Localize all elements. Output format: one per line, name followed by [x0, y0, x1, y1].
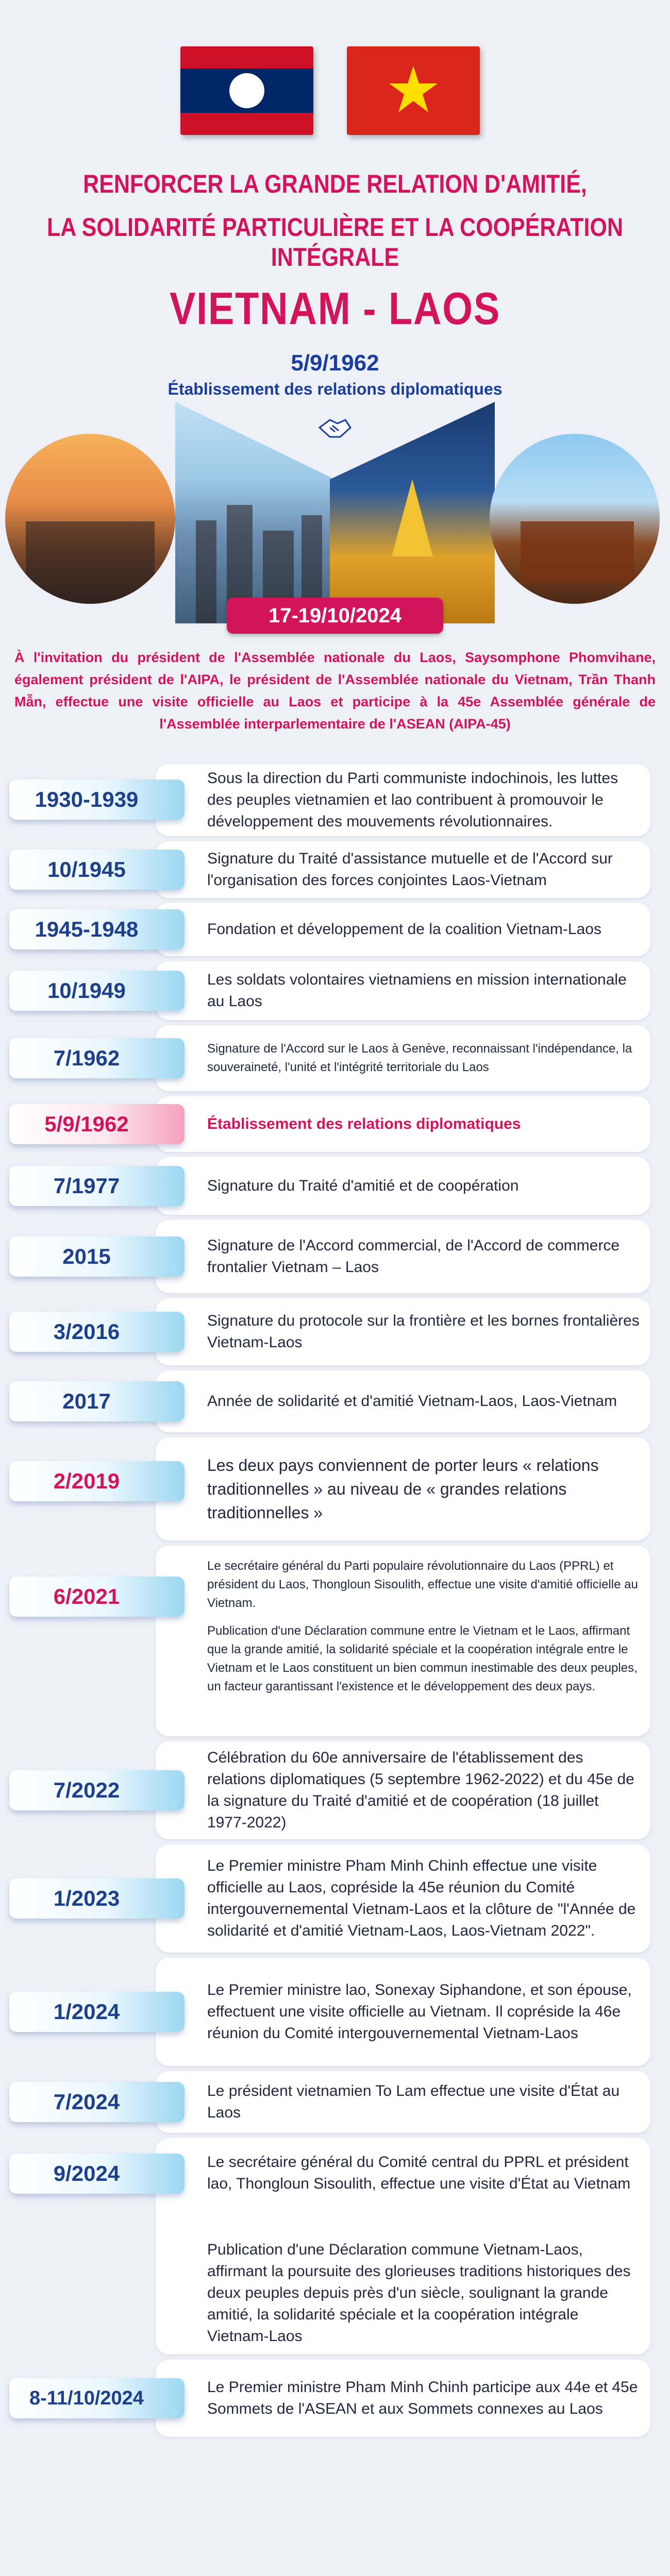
timeline-text: Le Premier ministre Pham Minh Chinh participe aux 44e et 45e Sommets de l'ASEAN et aux Sommets connexes au Laos	[207, 2379, 638, 2417]
timeline-text: Établissement des relations diplomatiques	[207, 1115, 521, 1132]
timeline-item	[0, 961, 670, 1020]
timeline-text: Le Premier ministre Pham Minh Chinh effectue une visite officielle au Laos, copréside la 45e réunion du Comité intergouvernemental Vietnam-Laos et la clôture de "l'Année de solidarité et d'amitié Vietnam-Laos, Laos-Vietnam 2022".	[207, 1857, 636, 1939]
timeline-text: Célébration du 60e anniversaire de l'établissement des relations diplomatiques (5 septembre 1962-2022) et du 45e de la signature du Traité d'amitié et de coopération (18 juillet 1977-2022)	[207, 1749, 634, 1831]
timeline-date: 7/2022	[9, 1770, 185, 1810]
timeline-text: Sous la direction du Parti communiste indochinois, les luttes des peuples vietnamien et lao contribuent à promouvoir le développement des mouvements révolutionnaires.	[207, 770, 618, 830]
timeline-date: 1/2023	[9, 1878, 185, 1919]
timeline-item	[0, 903, 670, 956]
timeline-item	[0, 1844, 670, 1953]
timeline-text: Le président vietnamien To Lam effectue une visite d'État au Laos	[207, 2082, 620, 2121]
timeline-date: 2015	[9, 1236, 185, 1277]
title-line-1: RENFORCER LA GRANDE RELATION D'AMITIÉ,	[83, 170, 587, 198]
timeline-date: 5/9/1962	[9, 1104, 185, 1144]
timeline-text-2: Publication d'une Déclaration commune entre le Vietnam et le Laos, affirmant que la grande amitié, la solidarité spéciale et la coopération intégrale entre le Vietnam et le Laos constituent un bien commun inestimable des deux peuples, un facteur garantissant l'existence et le développement des deux pays.	[207, 1624, 638, 1693]
established-label: Établissement des relations diplomatiques	[167, 380, 502, 398]
timeline-date: 2017	[9, 1381, 185, 1421]
visit-dates-badge: 17-19/10/2024	[227, 598, 443, 634]
timeline-text: Les deux pays conviennent de porter leurs « relations traditionnelles » au niveau de « grandes relations traditionnelles »	[207, 1456, 599, 1522]
timeline-date: 10/1945	[9, 850, 185, 890]
timeline-text: Fondation et développement de la coalition Vietnam-Laos	[207, 921, 601, 938]
timeline-text: Les soldats volontaires vietnamiens en mission internationale au Laos	[207, 971, 627, 1010]
timeline-date: 3/2016	[9, 1312, 185, 1352]
title-line-2: LA SOLIDARITÉ PARTICULIÈRE ET LA COOPÉRATION INTÉGRALE	[47, 213, 623, 272]
timeline-text: Signature du Traité d'assistance mutuelle et de l'Accord sur l'organisation des forces conjointes Laos-Vietnam	[207, 850, 613, 889]
photo-laos-temple-sunset	[5, 434, 175, 604]
laos-flag	[180, 46, 313, 135]
timeline-text: Le Premier ministre lao, Sonexay Siphandone, et son épouse, effectuent une visite officielle au Vietnam. Il copréside la 46e réunion du Comité intergouvernemental Vietnam-Laos	[207, 1981, 632, 2042]
photo-hanoi-city	[175, 402, 335, 623]
timeline-text: Le secrétaire général du Parti populaire révolutionnaire du Laos (PPRL) et président du Laos, Thongloun Sisoulith, effectue une visite d'amitié officielle au Vietnam.	[207, 1559, 638, 1610]
timeline-item	[0, 1437, 670, 1540]
timeline-text: Signature du protocole sur la frontière et les bornes frontalières Vietnam-Laos	[207, 1312, 640, 1351]
timeline-date: 7/2024	[9, 2082, 185, 2122]
timeline-item	[0, 2360, 670, 2437]
timeline-date: 2/2019	[9, 1461, 185, 1501]
timeline-item	[0, 1157, 670, 1215]
timeline-item	[0, 1370, 670, 1432]
timeline-item	[0, 1741, 670, 1839]
vietnam-flag	[347, 46, 480, 135]
intro-text: À l'invitation du président de l'Assemblée nationale du Laos, Saysomphone Phomvihane, également président de l'AIPA, le président de l'Assemblée nationale du Vietnam, Trần Thanh Mẫn, effectue une visite officielle au Laos et participe à la 45e Assemblée générale de l'Assemblée interparlementaire de l'ASEAN (AIPA-45)	[14, 650, 656, 732]
timeline-text: Le secrétaire général du Comité central du PPRL et président lao, Thongloun Sisoulith, effectue une visite d'État au Vietnam	[207, 2154, 631, 2192]
main-title: VIETNAM - LAOS	[169, 283, 501, 334]
timeline-date: 1/2024	[9, 1992, 185, 2032]
timeline-item	[0, 841, 670, 898]
timeline-item	[0, 1958, 670, 2066]
timeline-text: Année de solidarité et d'amitié Vietnam-Laos, Laos-Vietnam	[207, 1393, 617, 1410]
timeline-date: 1930-1939	[9, 779, 185, 820]
photo-that-luang-stupa	[330, 402, 495, 623]
timeline-date: 1945-1948	[9, 909, 185, 950]
timeline-date: 9/2024	[9, 2154, 185, 2194]
header	[0, 0, 670, 742]
established-date: 5/9/1962	[291, 350, 379, 376]
timeline-item	[0, 1546, 670, 1736]
timeline-date: 10/1949	[9, 971, 185, 1011]
timeline-date: 7/1977	[9, 1166, 185, 1206]
timeline-item	[0, 1220, 670, 1293]
timeline-text: Signature du Traité d'amitié et de coopération	[207, 1177, 519, 1194]
timeline-date: 6/2021	[9, 1577, 185, 1617]
timeline-date: 8-11/10/2024	[9, 2378, 185, 2418]
timeline-item	[0, 1025, 670, 1091]
timeline-item-highlight	[0, 1096, 670, 1152]
timeline-date: 7/1962	[9, 1038, 185, 1078]
timeline-text: Signature de l'Accord sur le Laos à Genève, reconnaissant l'indépendance, la souveraineté, l'unité et l'intégrité territoriale du Laos	[207, 1042, 632, 1074]
timeline-item	[0, 2071, 670, 2133]
timeline-item	[0, 1298, 670, 1365]
timeline-text-2: Publication d'une Déclaration commune Vietnam-Laos, affirmant la poursuite des glorieuses traditions historiques des deux peuples depuis près d'un siècle, soulignant la grande amitié, la solidarité spéciale et la coopération intégrale Vietnam-Laos	[207, 2241, 631, 2345]
photo-lao-pagoda	[490, 434, 660, 604]
handshake-icon	[317, 412, 353, 443]
timeline-text: Signature de l'Accord commercial, de l'Accord de commerce frontalier Vietnam – Laos	[207, 1237, 620, 1276]
timeline-item	[0, 764, 670, 836]
timeline-item	[0, 2138, 670, 2354]
